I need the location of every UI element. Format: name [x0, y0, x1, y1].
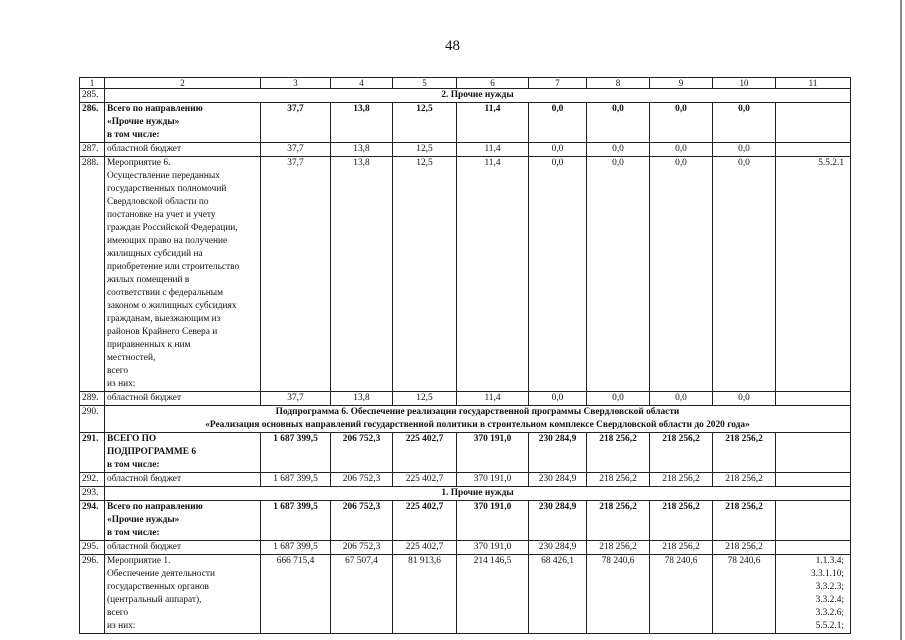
value-cell: 370 191,0	[457, 473, 529, 487]
value-cell: 0,0	[713, 103, 776, 143]
value-cell: 218 256,2	[713, 541, 776, 555]
value-cell: 218 256,2	[650, 541, 713, 555]
value-cell: 1 687 399,5	[261, 473, 331, 487]
value-cell: 13,8	[331, 103, 393, 143]
value-cell: 67 507,4	[331, 555, 393, 634]
section-title-line: 2. Прочие нужды	[441, 90, 514, 100]
value-cell: 0,0	[587, 103, 650, 143]
value-cell: 1 687 399,5	[261, 501, 331, 541]
value-cell: 370 191,0	[457, 433, 529, 473]
code-line: 3.3.2.4;	[815, 595, 844, 605]
code-cell	[776, 501, 851, 541]
value-cell: 218 256,2	[587, 433, 650, 473]
value-cell: 78 240,6	[587, 555, 650, 634]
header-cell: 1	[80, 78, 105, 89]
row-name-line: государственных полномочий	[107, 184, 227, 194]
value-cell: 37,7	[261, 392, 331, 406]
value-cell: 225 402,7	[393, 541, 457, 555]
row-name-line: Обеспечение деятельности	[107, 569, 216, 579]
value-cell: 13,8	[331, 143, 393, 157]
row-name	[105, 157, 261, 392]
row-name-line: имеющих право на получение	[107, 236, 228, 246]
value-cell: 218 256,2	[713, 501, 776, 541]
row-name-line: приобретение или строительство	[107, 262, 240, 272]
value-cell: 12,5	[393, 157, 457, 392]
budget-table	[79, 77, 851, 634]
value-cell: 13,8	[331, 157, 393, 392]
header-cell: 4	[331, 78, 393, 89]
code-line: 3.3.2.6;	[815, 608, 844, 618]
value-cell: 218 256,2	[587, 541, 650, 555]
value-cell: 0,0	[713, 157, 776, 392]
row-name-line: из них:	[107, 379, 136, 389]
code-cell	[776, 143, 851, 157]
value-cell: 0,0	[529, 103, 587, 143]
value-cell: 37,7	[261, 103, 331, 143]
value-cell: 11,4	[457, 392, 529, 406]
code-cell	[776, 103, 851, 143]
section-title	[105, 406, 851, 433]
row-name-line: в том числе:	[107, 130, 160, 140]
table-row	[80, 103, 851, 143]
header-cell: 8	[587, 78, 650, 89]
header-cell: 6	[457, 78, 529, 89]
row-name-line: жилых помещений в	[107, 275, 190, 285]
section-title	[105, 487, 851, 501]
row-name-line: постановке на учет и учету	[107, 210, 216, 220]
value-cell: 78 240,6	[650, 555, 713, 634]
value-cell: 206 752,3	[331, 501, 393, 541]
row-name-line: районов Крайнего Севера и	[107, 327, 218, 337]
section-title	[105, 89, 851, 103]
row-number: 288.	[80, 157, 105, 392]
row-name-line: «Прочие нужды»	[107, 117, 180, 127]
value-cell: 218 256,2	[587, 501, 650, 541]
row-name-line: ПОДПРОГРАММЕ 6	[107, 447, 197, 457]
section-row	[80, 487, 851, 501]
table-row	[80, 555, 851, 634]
row-number: 294.	[80, 501, 105, 541]
section-row	[80, 89, 851, 103]
row-name-line: соответствии с федеральным	[107, 288, 223, 298]
value-cell: 214 146,5	[457, 555, 529, 634]
table-row	[80, 473, 851, 487]
table-row	[80, 392, 851, 406]
row-name-line: граждан Российской Федерации,	[107, 223, 238, 233]
value-cell: 0,0	[650, 392, 713, 406]
value-cell: 0,0	[529, 392, 587, 406]
value-cell: 78 240,6	[713, 555, 776, 634]
row-name-line: Осуществление переданных	[107, 171, 220, 181]
row-name-line: законом о жилищных субсидиях	[107, 301, 237, 311]
value-cell: 68 426,1	[529, 555, 587, 634]
code-cell: 5.5.2.1	[776, 157, 851, 392]
row-name-line: Мероприятие 1.	[107, 556, 171, 566]
row-name: областной бюджет	[105, 473, 261, 487]
scan-edge	[900, 0, 902, 640]
row-number: 296.	[80, 555, 105, 634]
row-number: 290.	[80, 406, 105, 433]
row-name-line: из них:	[107, 621, 136, 631]
value-cell: 0,0	[713, 392, 776, 406]
row-number: 289.	[80, 392, 105, 406]
value-cell: 81 913,6	[393, 555, 457, 634]
header-cell: 3	[261, 78, 331, 89]
section-title-line: «Реализация основных направлений государственной политики в строительном комплексе Свердловской области до 2020 года»	[205, 420, 750, 430]
row-number: 286.	[80, 103, 105, 143]
code-line: 5.5.2.1;	[815, 621, 844, 631]
code-cell	[776, 433, 851, 473]
value-cell: 218 256,2	[713, 473, 776, 487]
row-number: 295.	[80, 541, 105, 555]
value-cell: 37,7	[261, 157, 331, 392]
row-name-line: (центральный аппарат),	[107, 595, 202, 605]
row-number: 293.	[80, 487, 105, 501]
value-cell: 1 687 399,5	[261, 433, 331, 473]
value-cell: 0,0	[587, 392, 650, 406]
row-name-line: Всего по направлению	[107, 104, 203, 114]
row-name	[105, 103, 261, 143]
row-name: областной бюджет	[105, 143, 261, 157]
value-cell: 0,0	[650, 157, 713, 392]
value-cell: 666 715,4	[261, 555, 331, 634]
value-cell: 37,7	[261, 143, 331, 157]
row-name	[105, 501, 261, 541]
row-name-line: жилищных субсидий на	[107, 249, 203, 259]
header-cell: 9	[650, 78, 713, 89]
header-cell: 10	[713, 78, 776, 89]
code-line: 3.3.2.3;	[815, 582, 844, 592]
section-title-line: 1. Прочие нужды	[441, 488, 514, 498]
value-cell: 12,5	[393, 143, 457, 157]
value-cell: 1 687 399,5	[261, 541, 331, 555]
value-cell: 12,5	[393, 103, 457, 143]
value-cell: 230 284,9	[529, 433, 587, 473]
value-cell: 370 191,0	[457, 541, 529, 555]
value-cell: 225 402,7	[393, 501, 457, 541]
row-name-line: «Прочие нужды»	[107, 515, 180, 525]
value-cell: 0,0	[529, 157, 587, 392]
value-cell: 0,0	[713, 143, 776, 157]
row-name-line: всего	[107, 608, 129, 618]
value-cell: 218 256,2	[587, 473, 650, 487]
value-cell: 0,0	[587, 157, 650, 392]
row-name	[105, 433, 261, 473]
row-name-line: в том числе:	[107, 528, 160, 538]
row-name-line: всего	[107, 366, 129, 376]
value-cell: 11,4	[457, 103, 529, 143]
row-name-line: Мероприятие 6.	[107, 158, 171, 168]
value-cell: 218 256,2	[650, 501, 713, 541]
header-row	[80, 78, 851, 89]
code-cell	[776, 473, 851, 487]
row-name-line: государственных органов	[107, 582, 209, 592]
value-cell: 0,0	[650, 103, 713, 143]
row-name-line: в том числе:	[107, 460, 160, 470]
row-name-line: гражданам, выезжающим из	[107, 314, 221, 324]
row-number: 291.	[80, 433, 105, 473]
value-cell: 230 284,9	[529, 541, 587, 555]
header-cell: 5	[393, 78, 457, 89]
value-cell: 11,4	[457, 143, 529, 157]
header-cell: 7	[529, 78, 587, 89]
value-cell: 230 284,9	[529, 473, 587, 487]
row-name-line: Свердловской области по	[107, 197, 209, 207]
value-cell: 0,0	[650, 143, 713, 157]
value-cell: 225 402,7	[393, 433, 457, 473]
table-row	[80, 143, 851, 157]
value-cell: 11,4	[457, 157, 529, 392]
value-cell: 218 256,2	[650, 473, 713, 487]
header-cell: 2	[105, 78, 261, 89]
value-cell: 206 752,3	[331, 473, 393, 487]
code-cell	[776, 555, 851, 634]
table-row	[80, 501, 851, 541]
row-number: 292.	[80, 473, 105, 487]
row-name: областной бюджет	[105, 541, 261, 555]
row-name-line: ВСЕГО ПО	[107, 434, 157, 444]
value-cell: 225 402,7	[393, 473, 457, 487]
table-row	[80, 433, 851, 473]
code-line: 3.3.1.10;	[810, 569, 844, 579]
row-name-line: Всего по направлению	[107, 502, 203, 512]
section-title-line: Подпрограмма 6. Обеспечение реализации государственной программы Свердловской области	[275, 407, 680, 417]
value-cell: 218 256,2	[650, 433, 713, 473]
value-cell: 230 284,9	[529, 501, 587, 541]
row-name: областной бюджет	[105, 392, 261, 406]
value-cell: 0,0	[587, 143, 650, 157]
value-cell: 370 191,0	[457, 501, 529, 541]
value-cell: 12,5	[393, 392, 457, 406]
value-cell: 13,8	[331, 392, 393, 406]
value-cell: 206 752,3	[331, 541, 393, 555]
value-cell: 0,0	[529, 143, 587, 157]
code-cell	[776, 392, 851, 406]
row-name-line: местностей,	[107, 353, 156, 363]
row-number: 287.	[80, 143, 105, 157]
row-name	[105, 555, 261, 634]
value-cell: 218 256,2	[713, 433, 776, 473]
code-cell	[776, 541, 851, 555]
header-cell: 11	[776, 78, 851, 89]
row-number: 285.	[80, 89, 105, 103]
code-line: 1.1.3.4;	[815, 556, 844, 566]
value-cell: 206 752,3	[331, 433, 393, 473]
row-name-line: приравненных к ним	[107, 340, 191, 350]
page-number: 48	[445, 38, 460, 54]
section-row	[80, 406, 851, 433]
table-row	[80, 541, 851, 555]
table-row	[80, 157, 851, 392]
